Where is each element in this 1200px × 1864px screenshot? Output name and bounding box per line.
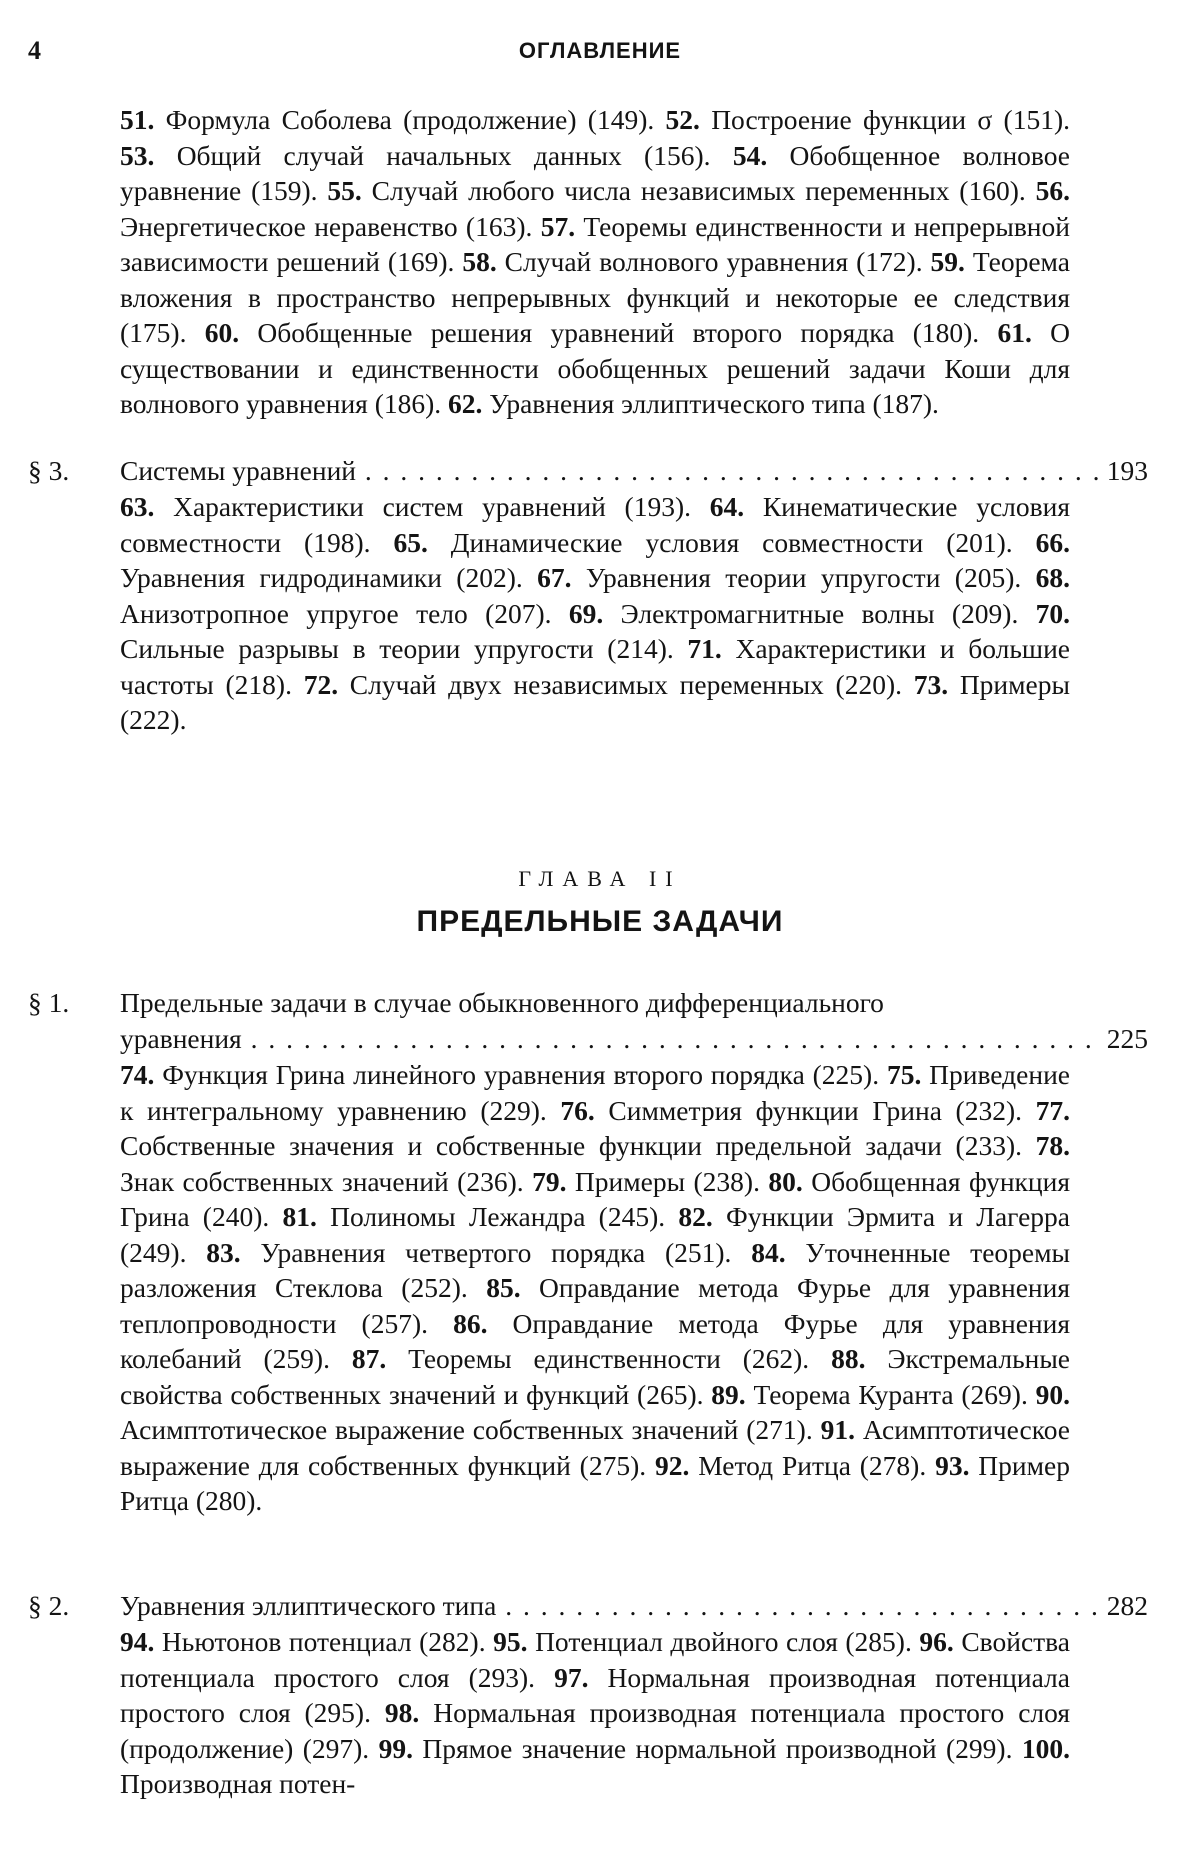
toc-item-text: Свойства потенциала простого слоя (293). — [120, 1626, 1070, 1693]
toc-item-number: 54. — [732, 139, 768, 171]
toc-item-text: Уравнения теории упругости (205). — [571, 562, 1036, 593]
toc-item-number: 92. — [654, 1449, 690, 1481]
toc-item-number: 61. — [997, 317, 1032, 348]
toc-item-text: Уравнения гидродинамики (202). — [120, 562, 538, 593]
toc-item-text: Обобщенная функция Грина (240). — [120, 1165, 1070, 1232]
toc-item-number: 79. — [532, 1165, 567, 1197]
toc-item-text: Примеры (238). — [566, 1165, 769, 1197]
toc-item-number: 65. — [393, 526, 428, 558]
toc-item-text: Экстремальные свойства собственных значений и функций (265). — [120, 1343, 1071, 1410]
toc-item-number: 97. — [554, 1661, 589, 1693]
toc-item-text: Сильные разрывы в теории упругости (214). — [120, 633, 688, 664]
toc-item-text: Прямое значение нормальной производной (299). — [412, 1732, 1022, 1764]
toc-items-elliptic — [120, 1624, 1070, 1802]
toc-item-number: 98. — [384, 1697, 420, 1728]
toc-section-elliptic — [28, 1588, 1148, 1624]
toc-item-text: Асимптотическое выражение для собственных функций (275). — [120, 1414, 1070, 1481]
toc-item-text: Характеристики систем уравнений (193). — [154, 491, 710, 522]
toc-item-number: 75. — [886, 1059, 922, 1090]
section-title-line1: Предельные задачи в случае обыкновенного дифференциального — [120, 987, 884, 1018]
toc-item-text: Симметрия функции Грина (232). — [594, 1094, 1036, 1126]
toc-item-number: 80. — [768, 1165, 803, 1197]
toc-item-number: 93. — [935, 1449, 970, 1481]
toc-item-text: Уточненные теоремы разложения Стеклова (252). — [120, 1236, 1070, 1303]
section-mark: § 2. — [28, 1590, 70, 1621]
section-page: 193 — [1101, 453, 1148, 489]
toc-item-text: Обобщенное волновое уравнение (159). — [120, 139, 1070, 206]
toc-item-number: 58. — [462, 246, 497, 277]
toc-item-text: Теоремы единственности (262). — [386, 1343, 832, 1374]
toc-item-number: 94. — [120, 1626, 155, 1657]
toc-item-text: Нормальная производная потенциала простого слоя (продолжение) (297). — [120, 1697, 1071, 1764]
toc-item-text: Случай волнового уравнения (172). — [496, 246, 931, 277]
toc-item-number: 86. — [453, 1307, 488, 1339]
toc-item-number: 99. — [378, 1732, 413, 1764]
toc-item-text: Полиномы Лежандра (245). — [316, 1201, 679, 1232]
toc-item-number: 73. — [913, 668, 949, 700]
toc-item-number: 76. — [560, 1094, 595, 1126]
toc-item-text: Нормальная производная потенциала простого слоя (295). — [120, 1661, 1070, 1728]
toc-item-text: Построение функции σ (151). — [699, 104, 1070, 135]
toc-item-text: Энергетическое неравенство (163). — [120, 210, 541, 242]
running-title: ОГЛАВЛЕНИЕ — [518, 38, 682, 63]
toc-section-systems — [28, 453, 1148, 489]
toc-item-number: 66. — [1035, 526, 1070, 558]
toc-item-text: Оправдание метода Фурье для уравнения колебаний (259). — [120, 1307, 1070, 1374]
toc-item-number: 90. — [1035, 1378, 1071, 1410]
toc-item-number: 74. — [120, 1059, 155, 1090]
section-title: Уравнения эллиптического типа . . . — [120, 1588, 1100, 1624]
toc-item-number: 78. — [1035, 1130, 1070, 1161]
toc-item-text: Теоремы единственности и непрерывной зависимости решений (169). — [120, 210, 1070, 277]
toc-item-text: Производная потен- — [120, 1768, 356, 1799]
toc-item-text: Формула Соболева (продолжение) (149). — [154, 104, 666, 135]
toc-item-number: 72. — [303, 668, 339, 700]
chapter-title: ПРЕДЕЛЬНЫЕ ЗАДАЧИ — [416, 905, 784, 938]
toc-item-number: 60. — [204, 317, 240, 348]
toc-item-number: 70. — [1035, 597, 1071, 629]
toc-item-text: Электромагнитные волны (209). — [603, 597, 1036, 629]
toc-item-number: 69. — [568, 597, 604, 629]
toc-item-text: Асимптотическое выражение собственных значений (271). — [120, 1414, 821, 1445]
toc-item-number: 55. — [327, 175, 362, 206]
toc-item-text: Функции Эрмита и Лагерра (249). — [120, 1201, 1070, 1268]
toc-item-number: 59. — [930, 246, 965, 277]
toc-item-number: 85. — [486, 1272, 521, 1303]
chapter-label: ГЛАВА II — [518, 866, 682, 891]
toc-item-text: Случай любого числа независимых переменных (160). — [361, 175, 1036, 206]
toc-item-number: 81. — [282, 1201, 317, 1232]
toc-item-number: 67. — [537, 562, 572, 593]
toc-item-text: Динамические условия совместности (201). — [427, 526, 1036, 558]
toc-item-text: Уравнения четвертого порядка (251). — [240, 1236, 752, 1268]
toc-item-number: 53. — [120, 139, 155, 171]
toc-item-number: 77. — [1035, 1094, 1070, 1126]
section-title: Системы уравнений . . . — [120, 453, 1100, 489]
toc-item-number: 88. — [831, 1343, 866, 1374]
toc-item-text: Метод Ритца (278). — [689, 1449, 936, 1481]
section-mark: § 3. — [28, 455, 70, 486]
toc-items-intro — [120, 102, 1070, 422]
toc-item-text: Оправдание метода Фурье для уравнения теплопроводности (257). — [120, 1272, 1070, 1339]
toc-item-number: 100. — [1021, 1732, 1071, 1764]
toc-item-number: 96. — [919, 1626, 954, 1657]
toc-item-text: Случай двух независимых переменных (220). — [338, 668, 914, 700]
toc-item-text: Теорема Куранта (269). — [745, 1378, 1036, 1410]
toc-item-text: Теорема вложения в пространство непрерывных функций и некоторые ее следствия (175). — [120, 246, 1070, 348]
toc-item-number: 83. — [206, 1236, 241, 1268]
toc-item-number: 87. — [351, 1343, 387, 1374]
toc-item-number: 84. — [751, 1236, 786, 1268]
toc-item-text: О существовании и единственности обобщенных решений задачи Коши для волнового уравнения (186). — [120, 317, 1070, 419]
toc-item-number: 91. — [820, 1414, 855, 1445]
toc-item-number: 89. — [711, 1378, 746, 1410]
toc-item-number: 95. — [493, 1626, 528, 1657]
toc-item-text: Приведение к интегральному уравнению (229). — [120, 1059, 1070, 1126]
toc-item-text: Примеры (222). — [120, 668, 1070, 735]
toc-item-text: Знак собственных значений (236). — [120, 1165, 533, 1197]
section-title-line2: уравнения . . . — [120, 1021, 1100, 1057]
toc-item-text: Собственные значения и собственные функции предельной задачи (233). — [120, 1130, 1036, 1161]
section-page: 225 — [1101, 1021, 1148, 1057]
toc-item-number: 62. — [448, 388, 483, 419]
toc-item-text: Функция Грина линейного уравнения второго порядка (225). — [154, 1059, 887, 1090]
toc-items-ode — [120, 1057, 1070, 1519]
toc-item-text: Кинематические условия совместности (198). — [120, 491, 1070, 558]
toc-item-text: Обобщенные решения уравнений второго порядка (180). — [239, 317, 998, 348]
toc-item-number: 56. — [1035, 175, 1070, 206]
toc-item-text: Потенциал двойного слоя (285). — [527, 1626, 920, 1657]
toc-item-number: 52. — [665, 104, 700, 135]
toc-item-number: 68. — [1035, 562, 1071, 593]
toc-item-text: Общий случай начальных данных (156). — [154, 139, 733, 171]
toc-item-text: Пример Ритца (280). — [120, 1449, 1070, 1516]
section-mark: § 1. — [28, 987, 70, 1018]
toc-item-number: 57. — [540, 210, 576, 242]
toc-item-number: 64. — [709, 491, 745, 522]
section-page: 282 — [1101, 1588, 1148, 1624]
toc-item-text: Уравнения эллиптического типа (187). — [482, 388, 939, 419]
toc-item-number: 71. — [687, 633, 722, 664]
toc-item-text: Характеристики и большие частоты (218). — [120, 633, 1070, 700]
toc-item-text: Анизотропное упругое тело (207). — [120, 597, 569, 629]
page-number: 4 — [28, 36, 41, 65]
toc-items-systems — [120, 489, 1070, 738]
toc-section-ode-cont — [28, 1021, 1148, 1057]
toc-item-number: 63. — [120, 491, 155, 522]
toc-item-number: 82. — [678, 1201, 713, 1232]
toc-item-text: Ньютонов потенциал (282). — [154, 1626, 494, 1657]
toc-item-number: 51. — [120, 104, 155, 135]
